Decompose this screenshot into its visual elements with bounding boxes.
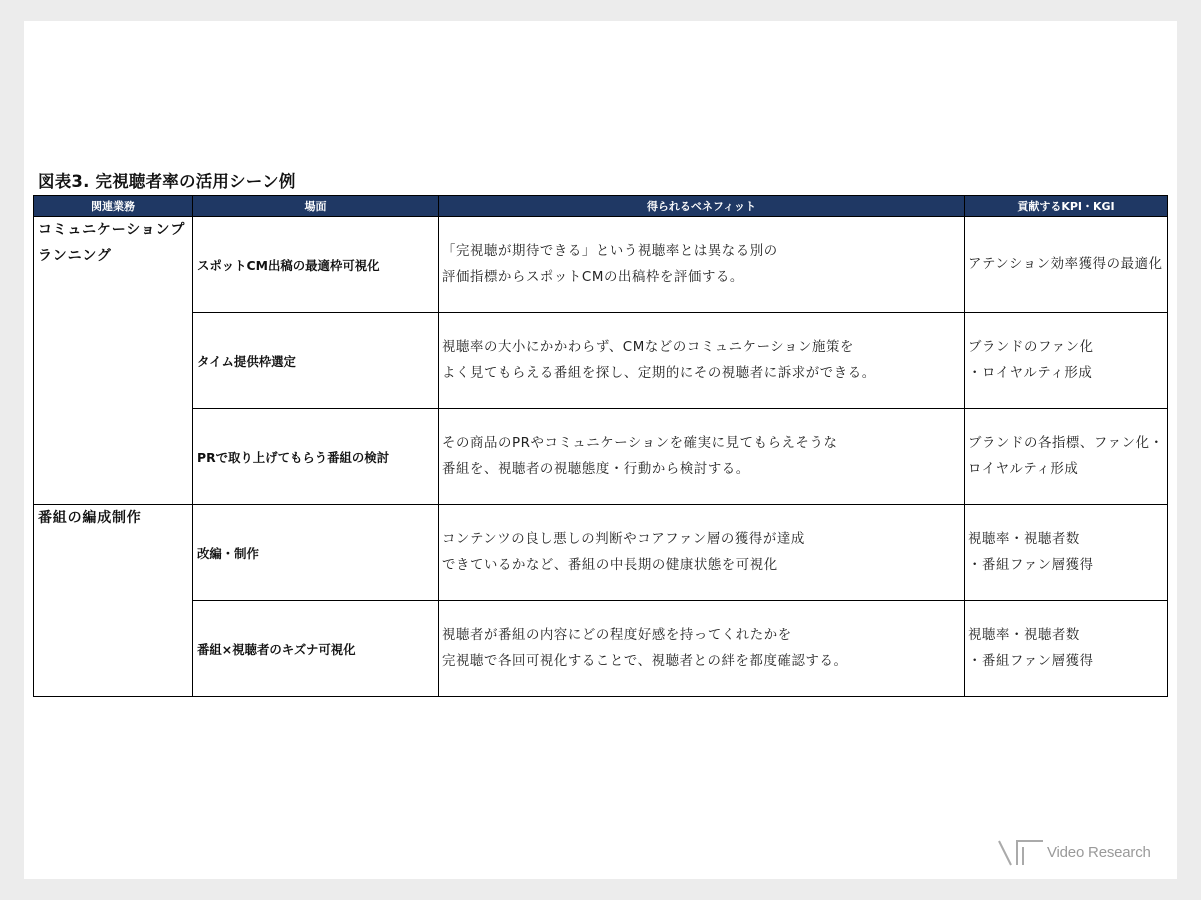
table-row [34,601,1168,697]
benefit-cell [439,601,965,697]
video-research-logo-icon [997,839,1045,869]
benefit-line: できているかなど、番組の中長期の健康状態を可視化 [442,557,778,573]
kpi-line: ・番組ファン層獲得 [968,653,1094,669]
kpi-cell [965,313,1168,409]
use-case-table [33,195,1168,697]
table-row [34,409,1168,505]
scene-cell: PRで取り上げてもらう番組の検討 [193,409,439,505]
benefit-cell [439,313,965,409]
benefit-line: 「完視聴が期待できる」という視聴率とは異なる別の [442,243,778,259]
figure-title: 図表3. 完視聴者率の活用シーン例 [38,172,296,191]
column-header-related-work: 関連業務 [34,196,193,217]
kpi-cell [965,217,1168,313]
category-cell [34,505,193,697]
category-cell [34,217,193,505]
table-row [34,505,1168,601]
benefit-line: コンテンツの良し悪しの判断やコアファン層の獲得が達成 [442,531,805,547]
scene-cell: 改編・制作 [193,505,439,601]
kpi-line: 視聴率・視聴者数 [968,531,1080,547]
benefit-line: 視聴率の大小にかかわらず、CMなどのコミュニケーション施策を [442,339,854,355]
benefit-line: その商品のPRやコミュニケーションを確実に見てもらえそうな [442,435,838,451]
kpi-text: アテンション効率獲得の最適化 [968,256,1163,272]
benefit-line: 番組を、視聴者の視聴態度・行動から検討する。 [442,461,750,477]
benefit-cell [439,409,965,505]
column-header-benefit: 得られるベネフィット [439,196,965,217]
kpi-cell [965,505,1168,601]
scene-cell: スポットCM出稿の最適枠可視化 [193,217,439,313]
table-header-row [34,196,1168,217]
kpi-line: 視聴率・視聴者数 [968,627,1080,643]
kpi-line: ・番組ファン層獲得 [968,557,1094,573]
kpi-line: ・ロイヤルティ形成 [968,365,1093,381]
scene-cell: タイム提供枠選定 [193,313,439,409]
scene-cell: 番組×視聴者のキズナ可視化 [193,601,439,697]
slide [24,21,1177,879]
category-label: 番組の編成制作 [38,510,142,526]
kpi-cell [965,409,1168,505]
company-logo [997,839,1157,869]
benefit-line: 完視聴で各回可視化することで、視聴者との絆を都度確認する。 [442,653,848,669]
table-row [34,217,1168,313]
logo-wordmark: Video Research [1047,844,1151,861]
benefit-cell [439,217,965,313]
table-row [34,313,1168,409]
kpi-cell [965,601,1168,697]
benefit-line: 評価指標からスポットCMの出稿枠を評価する。 [442,269,744,285]
benefit-cell [439,505,965,601]
benefit-line: よく見てもらえる番組を探し、定期的にその視聴者に訴求ができる。 [442,365,876,381]
column-header-scene: 場面 [193,196,439,217]
column-header-kpi: 貢献するKPI・KGI [965,196,1168,217]
benefit-line: 視聴者が番組の内容にどの程度好感を持ってくれたかを [442,627,792,643]
kpi-line: ブランドのファン化 [968,339,1094,355]
category-label: コミュニケーションプランニング [38,222,186,264]
kpi-text: ブランドの各指標、ファン化・ロイヤルティ形成 [968,435,1164,477]
